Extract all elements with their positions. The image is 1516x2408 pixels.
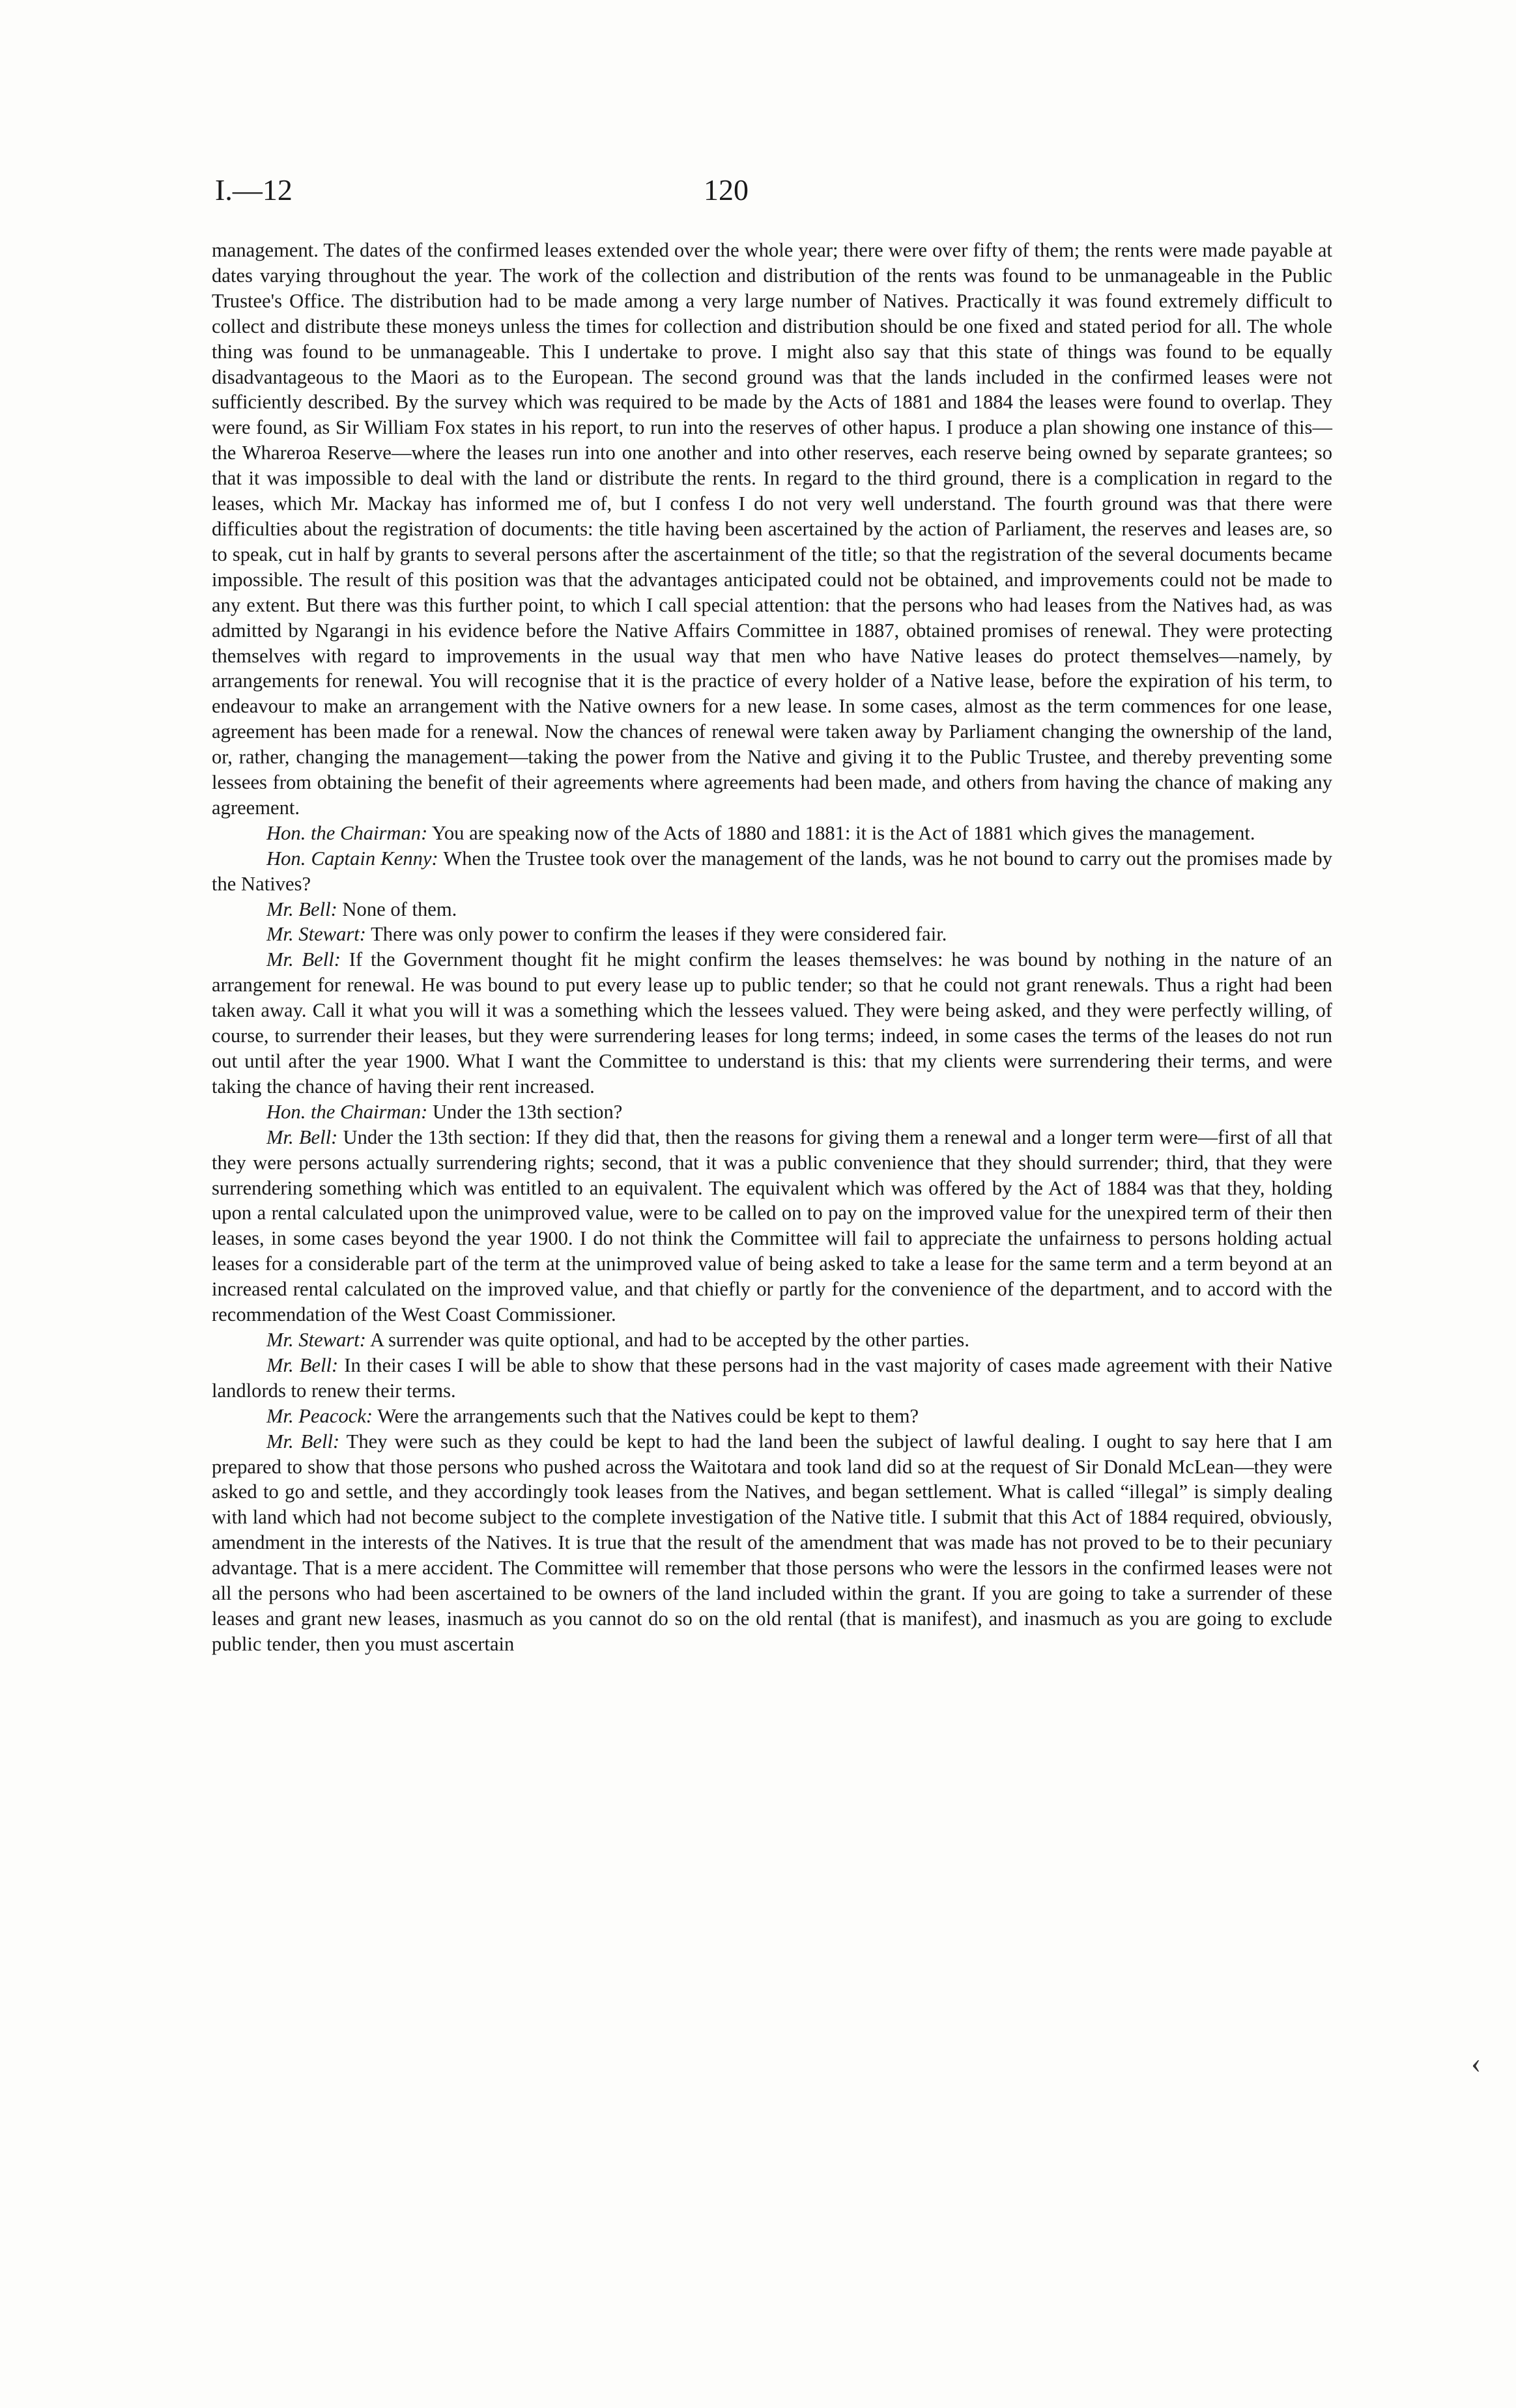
dialogue-paragraph	[212, 1099, 1332, 1125]
paragraph-text: management. The dates of the confirmed leases extended over the whole year; there were over fifty of them; the rents were made payable at dates varying throughout the year. The work of the collection and distribution of the rents was found to be unmanageable in the Public Trustee's Office. The distribution had to be made among a very large number of Natives. Practically it was found extremely difficult to collect and distribute these moneys unless the times for collection and distribution should be one fixed and stated period for all. The whole thing was found to be unmanageable. This I undertake to prove. I might also say that this state of things was found to be equally disadvantageous to the Maori as to the European. The second ground was that the lands included in the confirmed leases were not sufficiently described. By the survey which was required to be made by the Acts of 1881 and 1884 the leases were found to overlap. They were found, as Sir William Fox states in his report, to run into the reserves of other hapus. I produce a plan showing one instance of this—the Whareroa Reserve—where the leases run into one another and into other reserves, each reserve being owned by separate grantees; so that it was impossible to deal with the land or distribute the rents. In regard to the third ground, there is a complication in regard to the leases, which Mr. Mackay has informed me of, but I confess I do not very well understand. The fourth ground was that there were difficulties about the registration of documents: the title having been ascertained by the action of Parliament, the reserves and leases are, so to speak, cut in half by grants to several persons after the ascertainment of the title; so that the registration of the several documents became impossible. The result of this position was that the advantages anticipated could not be obtained, and improvements could not be made to any extent. But there was this further point, to which I call special attention: that the persons who had leases from the Natives had, as was admitted by Ngarangi in his evidence before the Native Affairs Committee in 1887, obtained promises of renewal. They were protecting themselves with regard to improvements in the usual way that men who have Native leases do protect themselves—namely, by arrangements for renewal. You will recognise that it is the practice of every holder of a Native lease, before the expiration of his term, to endeavour to make an arrangement with the Native owners for a new lease. In some cases, almost as the term commences for one lease, agreement has been made for a renewal. Now the chances of renewal were taken away by Parliament changing the ownership of the land, or, rather, changing the management—taking the power from the Native and giving it to the Public Trustee, and thereby preventing some lessees from obtaining the benefit of their agreements where agreements had been made, and others from having the chance of making any agreement.	[212, 239, 1332, 819]
handwritten-margin-mark: ‹	[1471, 2046, 1481, 2079]
paragraph-text: A surrender was quite optional, and had to be accepted by the other parties.	[369, 1328, 969, 1351]
dialogue-paragraph	[212, 821, 1332, 846]
paragraph-text: Under the 13th section?	[432, 1100, 623, 1123]
speaker-name: Hon. Captain Kenny:	[266, 847, 438, 870]
speaker-name: Mr. Bell:	[266, 1430, 340, 1452]
dialogue-paragraph	[212, 846, 1332, 897]
speaker-name: Mr. Bell:	[266, 1353, 339, 1376]
paragraph-text: When the Trustee took over the management of the lands, was he not bound to carry out the promises made by the Natives?	[212, 847, 1332, 895]
speaker-name: Mr. Bell:	[266, 1126, 338, 1148]
dialogue-paragraph	[212, 922, 1332, 947]
paragraph-text: In their cases I will be able to show that these persons had in the vast majority of cases made agreement with their Native landlords to renew their terms.	[212, 1353, 1332, 1402]
dialogue-paragraph	[212, 1353, 1332, 1404]
speaker-name: Mr. Stewart:	[266, 1328, 366, 1351]
speaker-name: Mr. Bell:	[266, 898, 337, 920]
speaker-name: Mr. Peacock:	[266, 1404, 373, 1427]
paragraph-text: You are speaking now of the Acts of 1880 and 1881: it is the Act of 1881 which gives the management.	[431, 821, 1255, 844]
dialogue-paragraph	[212, 1429, 1332, 1657]
dialogue-paragraph	[212, 1125, 1332, 1327]
dialogue-paragraph	[212, 897, 1332, 922]
dialogue-paragraph	[212, 1404, 1332, 1429]
paragraph	[212, 238, 1332, 821]
paragraph-text: If the Government thought fit he might confirm the leases themselves: he was bound by nothing in the nature of an arrangement for renewal. He was bound to put every lease up to public tender; so that he could not grant renewals. Thus a right had been taken away. Call it what you will it was a something which the lessees valued. They were being asked, and they were perfectly willing, of course, to surrender their leases, but they were surrendering leases for long terms; indeed, in some cases the terms of the leases do not run out until after the year 1900. What I want the Committee to understand is this: that my clients were surrendering their terms, and were taking the chance of having their rent increased.	[212, 948, 1332, 1098]
speaker-name: Hon. the Chairman:	[266, 1100, 428, 1123]
page-number: 120	[704, 173, 749, 206]
paragraph-text: Under the 13th section: If they did that, then the reasons for giving them a renewal and a longer term were—first of all that they were persons actually surrendering rights; second, that it was a public convenience that they should surrender; third, that they were surrendering something which was entitled to an equivalent. The equivalent which was offered by the Act of 1884 was that they, holding upon a rental calculated upon the unimproved value, were to be called on to pay on the improved value for the unexpired term of their then leases, in some cases beyond the year 1900. I do not think the Committee will fail to appreciate the unfairness to persons holding actual leases for a considerable part of the term at the unimproved value of being asked to take a lease for the same term and a term beyond at an increased rental calculated on the improved value, and that chiefly or partly for the convenience of the department, and to accord with the recommendation of the West Coast Commissioner.	[212, 1126, 1332, 1326]
speaker-name: Mr. Stewart:	[266, 923, 366, 946]
speaker-name: Mr. Bell:	[266, 948, 341, 971]
paragraph-text: Were the arrangements such that the Natives could be kept to them?	[377, 1404, 919, 1427]
dialogue-paragraph	[212, 1327, 1332, 1353]
report-reference: I.—12	[215, 173, 293, 206]
dialogue-paragraph	[212, 947, 1332, 1099]
paragraph-text: None of them.	[342, 898, 457, 920]
paragraph-text: They were such as they could be kept to had the land been the subject of lawful dealing. I ought to say here that I am prepared to show that those persons who pushed across the Waitotara and took land did so at the request of Sir Donald McLean—they were asked to go and settle, and they accordingly took leases from the Natives, and began settlement. What is called “illegal” is simply dealing with land which had not become subject to the complete investigation of the Native title. I submit that this Act of 1884 required, obviously, amendment in the interests of the Natives. It is true that the result of the amendment that was made has not proved to be to their pecuniary advantage. That is a mere accident. The Committee will remember that those persons who were the lessors in the confirmed leases were not all the persons who had been ascertained to be owners of the land included within the grant. If you are going to take a surrender of these leases and grant new leases, inasmuch as you cannot do so on the old rental (that is manifest), and inasmuch as you are going to exclude public tender, then you must ascertain	[212, 1430, 1332, 1655]
speaker-name: Hon. the Chairman:	[266, 821, 428, 844]
body-text	[212, 238, 1332, 1657]
paragraph-text: There was only power to confirm the leases if they were considered fair.	[371, 923, 947, 946]
